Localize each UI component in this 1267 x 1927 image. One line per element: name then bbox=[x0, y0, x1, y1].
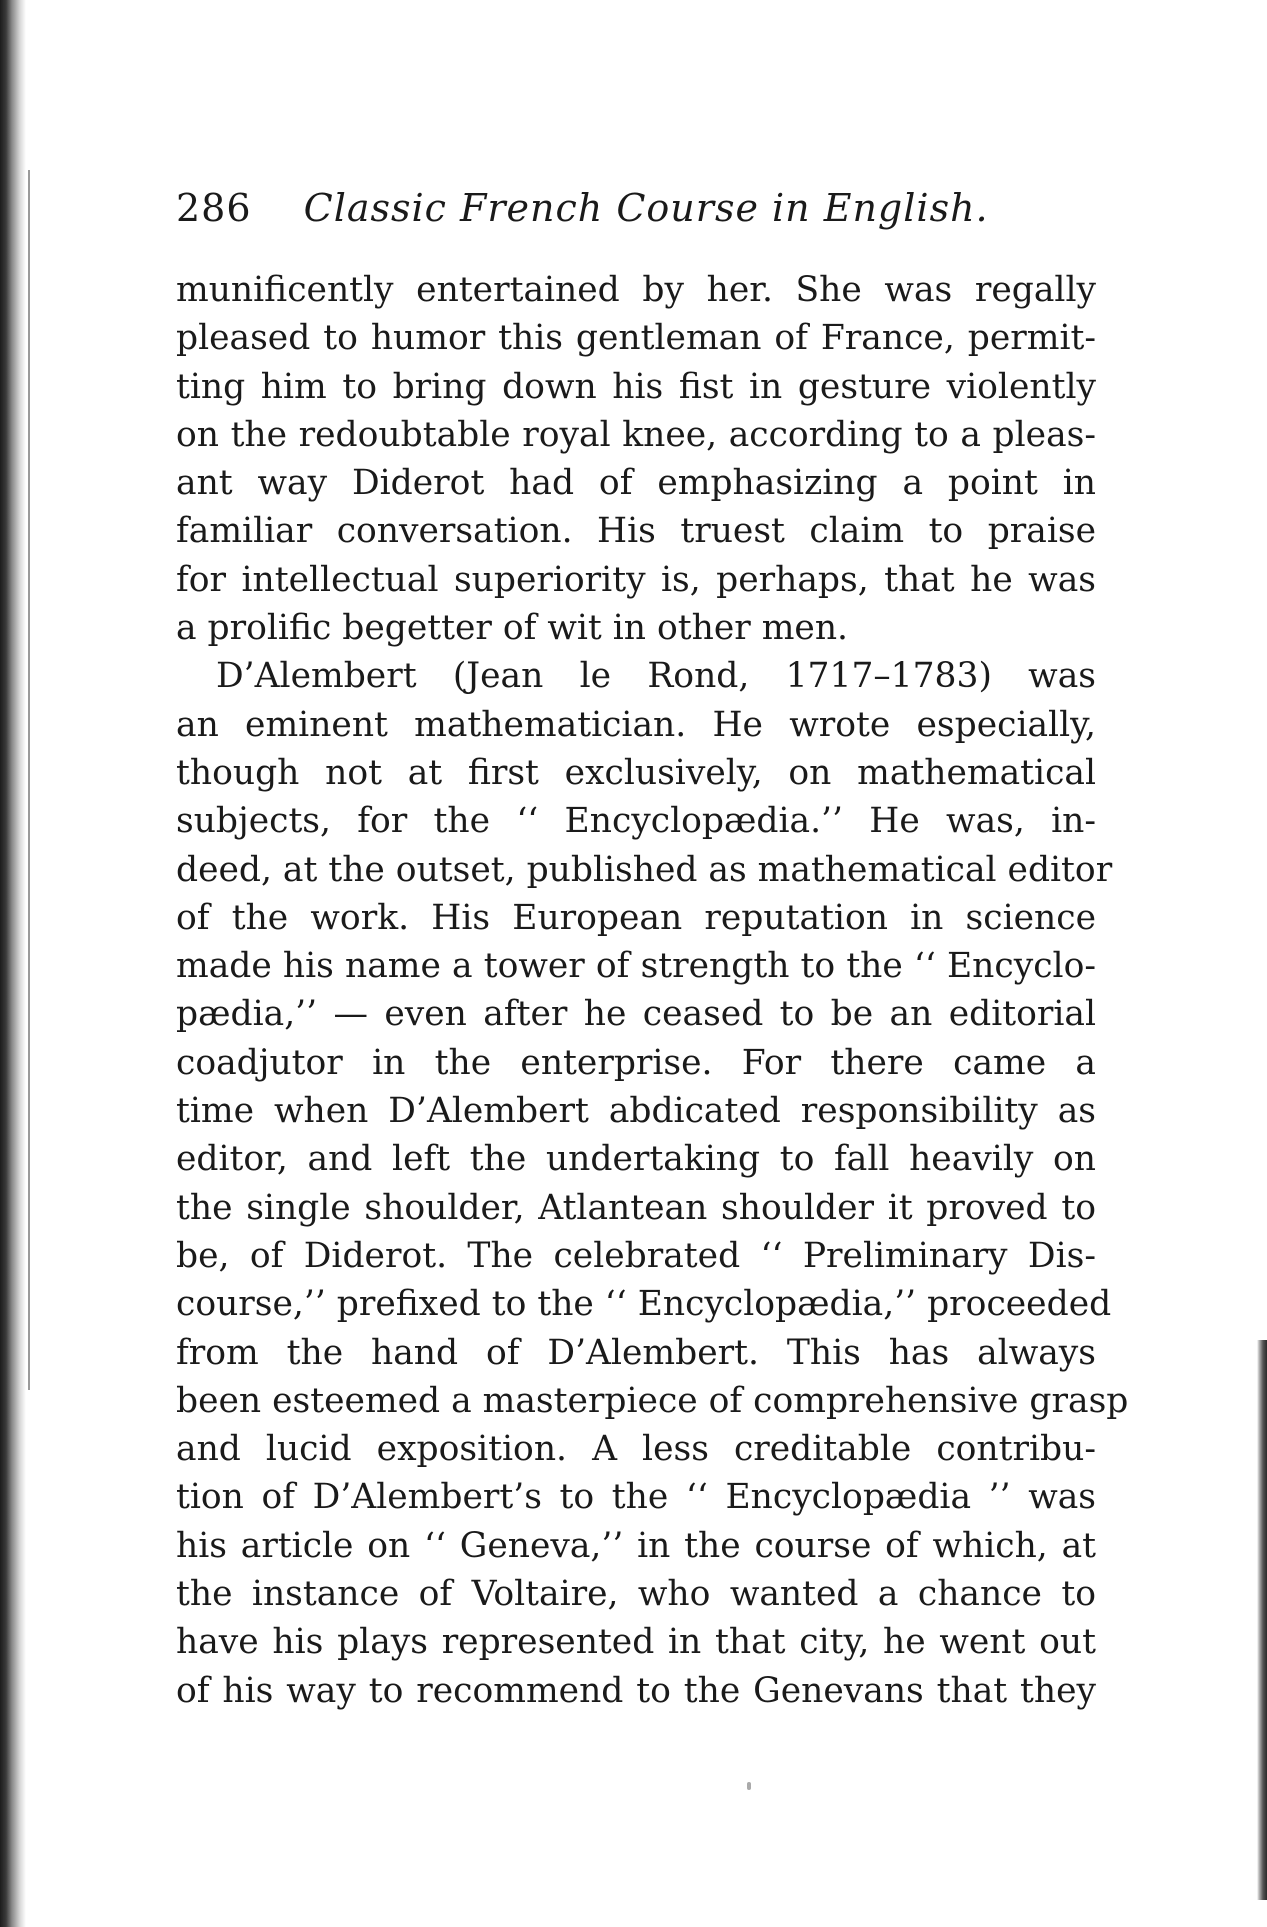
text-line: an eminent mathematician. He wrote especially, bbox=[176, 704, 1096, 745]
page-edge-shadow bbox=[1257, 1340, 1267, 1900]
text-line: been esteemed a masterpiece of comprehensive grasp bbox=[176, 1380, 1129, 1421]
text-line: familiar conversation. His truest claim to praise bbox=[176, 511, 1096, 552]
text-line: from the hand of D’Alembert. This has always bbox=[176, 1332, 1096, 1373]
text-line: of the work. His European reputation in science bbox=[176, 897, 1096, 938]
running-title: Classic French Course in English. bbox=[303, 186, 989, 230]
text-line: subjects, for the ‘‘ Encyclopædia.’’ He was, in- bbox=[176, 801, 1096, 842]
text-line: time when D’Alembert abdicated responsibility as bbox=[176, 1091, 1096, 1132]
text-line: a prolific begetter of wit in other men. bbox=[176, 608, 849, 649]
paper-speck bbox=[747, 1782, 751, 1790]
text-line: course,’’ prefixed to the ‘‘ Encyclopædia,’’ proceeded bbox=[176, 1284, 1112, 1325]
text-line: munificently entertained by her. She was regally bbox=[176, 270, 1096, 310]
text-line: the instance of Voltaire, who wanted a chance to bbox=[176, 1574, 1096, 1615]
text-line: ting him to bring down his fist in gesture violently bbox=[176, 366, 1096, 407]
text-line: be, of Diderot. The celebrated ‘‘ Preliminary Dis- bbox=[176, 1235, 1096, 1276]
text-line: ant way Diderot had of emphasizing a point in bbox=[176, 463, 1096, 504]
text-line: pleased to humor this gentleman of France, permit- bbox=[176, 318, 1096, 359]
body-text bbox=[176, 266, 1129, 1715]
text-line: editor, and left the undertaking to fall heavily on bbox=[176, 1139, 1096, 1180]
text-line: tion of D’Alembert’s to the ‘‘ Encyclopædia ’’ was bbox=[176, 1477, 1096, 1518]
text-line: and lucid exposition. A less creditable contribu- bbox=[176, 1429, 1096, 1470]
text-line: for intellectual superiority is, perhaps, that he was bbox=[176, 559, 1096, 600]
page-number: 286 bbox=[176, 186, 252, 230]
running-header bbox=[176, 178, 1096, 238]
text-line: of his way to recommend to the Genevans that they bbox=[176, 1670, 1096, 1711]
binding-shadow bbox=[0, 0, 26, 1927]
text-line: his article on ‘‘ Geneva,’’ in the course of which, at bbox=[176, 1525, 1096, 1566]
binding-line bbox=[28, 170, 30, 1390]
text-line: the single shoulder, Atlantean shoulder it proved to bbox=[176, 1187, 1096, 1228]
text-line: coadjutor in the enterprise. For there came a bbox=[176, 1042, 1096, 1083]
text-line: made his name a tower of strength to the ‘‘ Encyclo- bbox=[176, 946, 1096, 987]
text-line: pædia,’’ — even after he ceased to be an editorial bbox=[176, 994, 1096, 1035]
text-line: deed, at the outset, published as mathematical editor bbox=[176, 849, 1113, 890]
paragraph-start-line: D’Alembert (Jean le Rond, 1717–1783) was bbox=[216, 656, 1096, 697]
text-line: have his plays represented in that city, he went out bbox=[176, 1622, 1096, 1663]
text-line: on the redoubtable royal knee, according to a pleas- bbox=[176, 414, 1096, 455]
text-line: though not at first exclusively, on mathematical bbox=[176, 752, 1096, 793]
